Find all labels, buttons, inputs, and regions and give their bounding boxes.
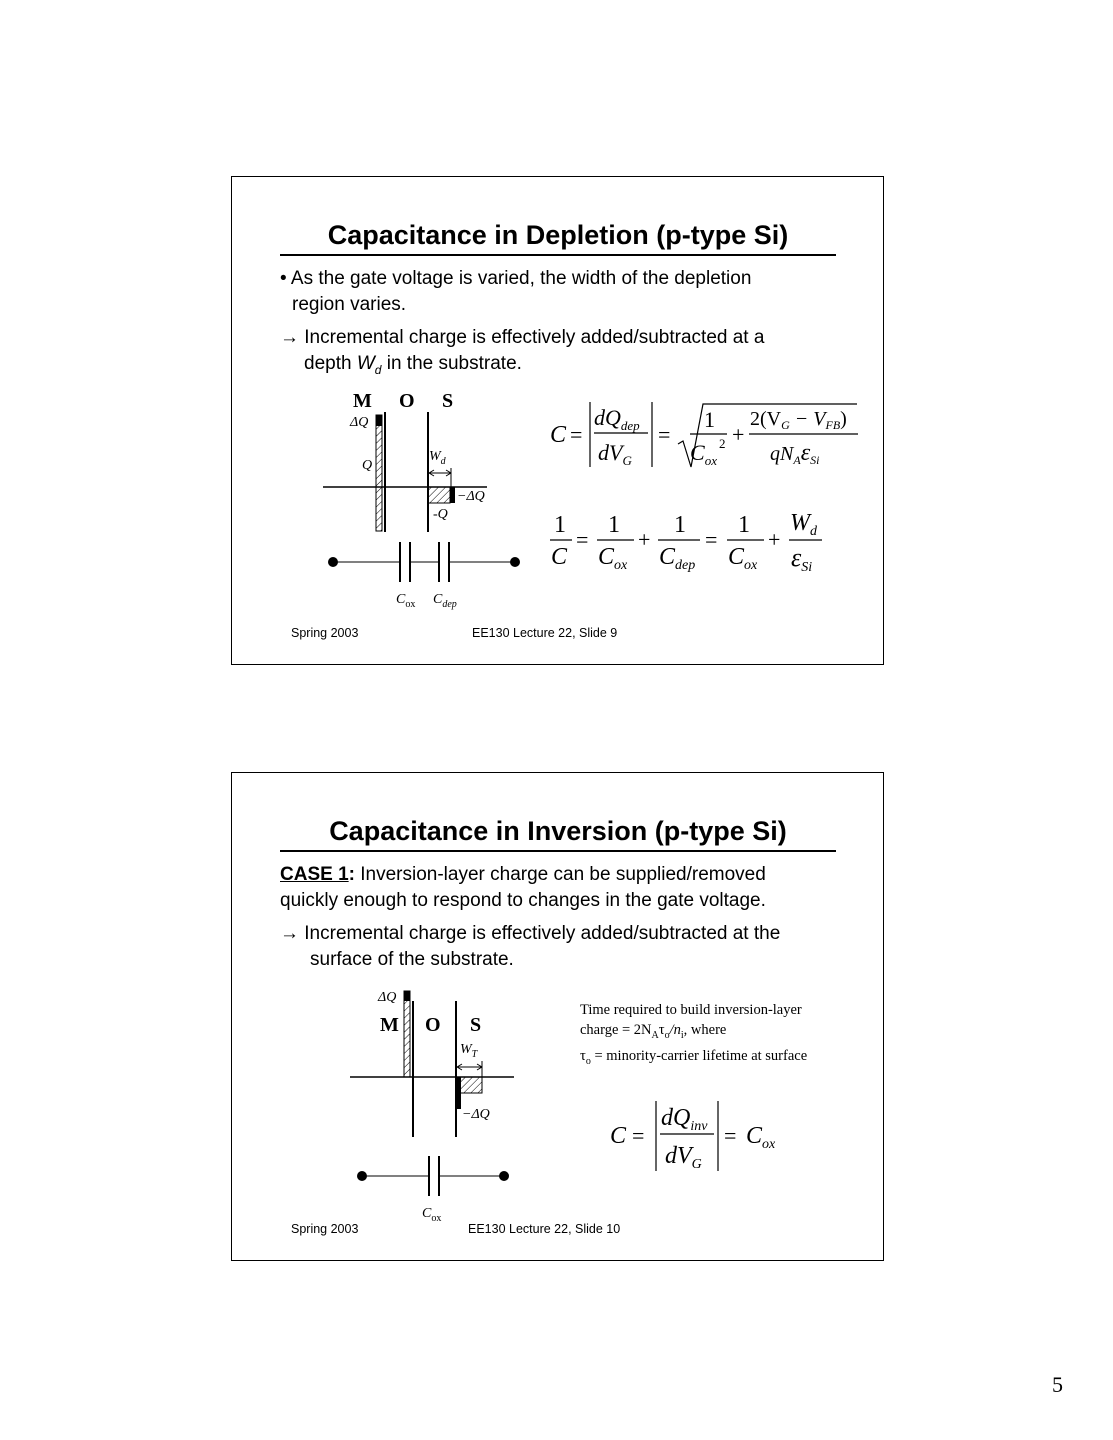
label-minus-delta-q: −ΔQ — [457, 489, 485, 504]
svg-text:Cdep: $C_{dep}$ — [659, 544, 696, 573]
label-wt: $W_T$ — [460, 1042, 478, 1060]
svg-text:Cox2: $C_{ox}^2$ — [690, 436, 726, 468]
svg-text:1: 1 — [608, 512, 620, 538]
delta-depletion-charge — [450, 487, 455, 503]
svg-text:1: 1 — [554, 512, 566, 538]
metal-charge-hatch — [376, 415, 382, 531]
footer-date: Spring 2003 — [291, 1222, 359, 1236]
label-cdep: $C_{dep}$ — [433, 592, 457, 610]
case-text: CASE 1: Inversion-layer charge can be supplied/removed quickly enough to respond to changes in the gate voltage. — [280, 862, 870, 914]
metal-charge-hatch — [404, 991, 410, 1077]
arrow-text — [280, 325, 870, 383]
inversion-delta-charge — [456, 1077, 461, 1109]
svg-text:dVG: $dV_G$ — [598, 440, 632, 468]
arrow-icon: → — [280, 923, 299, 944]
svg-text:=: = — [632, 1123, 645, 1148]
svg-text:=: = — [576, 527, 589, 552]
arrow-line-2: depth $W_d$ in the substrate. — [304, 353, 522, 377]
page-number: 5 — [1052, 1372, 1063, 1397]
svg-text:dQinv: $dQ_{inv}$ — [661, 1105, 708, 1134]
svg-text:dVG: $dV_G$ — [665, 1143, 702, 1172]
label-cox: $C_{ox}$ — [396, 592, 416, 610]
footer-lecture: EE130 Lecture 22, Slide 9 — [472, 626, 618, 640]
label-cox: $C_{ox}$ — [422, 1206, 442, 1224]
svg-text:2(VG − VFB): $2(V_G - V_{FB})$ — [750, 408, 847, 432]
svg-text:Cox: $C_{ox}$ — [728, 544, 758, 573]
arrow-icon: → — [280, 327, 299, 348]
bullet-text — [280, 266, 870, 318]
svg-text:Wd: $W_d$ — [790, 510, 817, 539]
svg-text:=: = — [724, 1123, 737, 1148]
slide-10 — [231, 772, 884, 1261]
label-s: S — [442, 390, 454, 412]
svg-text:1: 1 — [704, 407, 715, 432]
bullet-line-1: As the gate voltage is varied, the width of the depletion — [290, 268, 752, 289]
label-o: O — [425, 1014, 441, 1036]
case-line-1: Inversion-layer charge can be supplied/removed — [354, 864, 766, 885]
label-m: M — [380, 1014, 399, 1036]
label-minus-delta-q: −ΔQ — [462, 1107, 490, 1122]
arrow-line-1: Incremental charge is effectively added/subtracted at a — [304, 327, 765, 348]
inversion-time-note: Time required to build inversion-layer charge = $2N_A\tau_o/n_i$, where $\tau_o$ = minority-carrier lifetime at surface — [580, 1002, 808, 1067]
label-m: M — [353, 390, 372, 412]
metal-delta-charge — [404, 991, 410, 1001]
label-delta-q: ΔQ — [378, 990, 397, 1005]
label-o: O — [399, 390, 415, 412]
bullet-marker: • — [280, 268, 287, 289]
svg-text:=: = — [570, 422, 583, 447]
svg-text:C: C — [551, 544, 568, 570]
equation-depletion-c — [542, 392, 872, 472]
svg-text:1: 1 — [674, 512, 686, 538]
svg-text:C: C — [550, 422, 567, 448]
arrow-line-1: Incremental charge is effectively added/subtracted at the — [304, 923, 781, 944]
label-s: S — [470, 1014, 482, 1036]
label-minus-q: -Q — [433, 507, 448, 522]
svg-text:1: 1 — [738, 512, 750, 538]
svg-text:qNAεSi: $qN_A\varepsilon_{Si}$ — [770, 440, 820, 467]
svg-text:Cox: $C_{ox}$ — [746, 1123, 776, 1152]
arrow-text — [280, 921, 870, 973]
svg-text:dQdep: $dQ_{dep}$ — [594, 405, 640, 433]
mos-depletion-diagram — [317, 382, 532, 612]
label-q: Q — [362, 458, 373, 473]
arrow-line-2: surface of the substrate. — [310, 949, 514, 970]
slide-9 — [231, 176, 884, 665]
svg-text:=: = — [705, 527, 718, 552]
case-line-2: quickly enough to respond to changes in the gate voltage. — [280, 890, 766, 911]
bullet-line-2: region varies. — [292, 294, 407, 315]
metal-delta-charge — [376, 415, 382, 426]
label-wd: $W_d$ — [429, 449, 446, 467]
label-delta-q: ΔQ — [350, 415, 369, 430]
slide-title: Capacitance in Depletion (p-type Si) — [280, 219, 836, 256]
svg-text:+: + — [732, 422, 745, 447]
svg-text:C: C — [610, 1123, 627, 1149]
equation-series-c — [542, 502, 872, 577]
case-label: CASE 1 — [280, 864, 349, 885]
footer-date: Spring 2003 — [291, 626, 359, 640]
svg-text:εSi: εSi — [791, 543, 813, 575]
equation-inversion-c — [602, 1093, 802, 1178]
svg-text:+: + — [638, 527, 651, 552]
svg-text:+: + — [768, 527, 781, 552]
depletion-charge-hatch — [428, 487, 450, 503]
svg-text:Cox: $C_{ox}$ — [598, 544, 628, 573]
footer-lecture: EE130 Lecture 22, Slide 10 — [468, 1222, 621, 1236]
slide-title: Capacitance in Inversion (p-type Si) — [280, 815, 836, 852]
mos-inversion-diagram — [342, 981, 542, 1226]
svg-text:=: = — [658, 422, 671, 447]
